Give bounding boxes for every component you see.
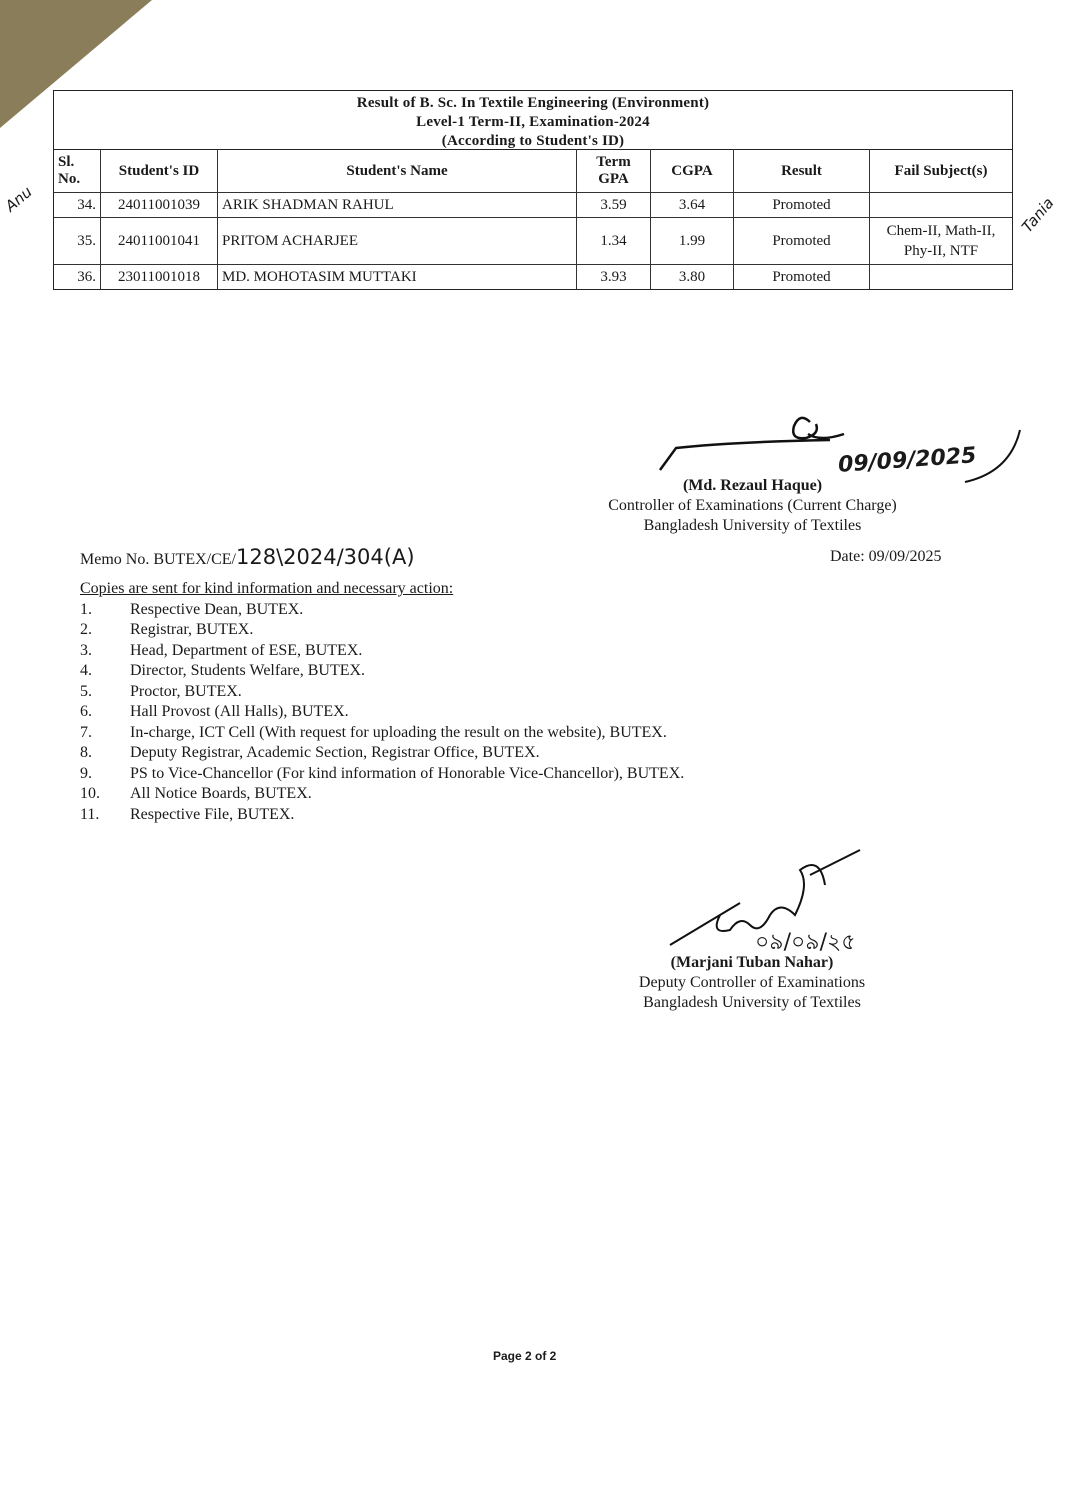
signatory-name: (Marjani Tuban Nahar)	[670, 954, 834, 971]
signatory-controller	[585, 476, 920, 536]
list-item	[80, 702, 684, 723]
table-row	[54, 193, 1012, 218]
result-table-container	[53, 90, 1013, 290]
table-row	[54, 265, 1012, 290]
list-item	[80, 641, 684, 662]
col-result: Result	[734, 150, 870, 193]
item-text: Head, Department of ESE, BUTEX.	[130, 641, 363, 659]
item-number: 4.	[80, 662, 92, 679]
title-line-1: Result of B. Sc. In Textile Engineering (Environment)	[356, 95, 710, 111]
table-header-row	[54, 150, 1012, 193]
cell-name: ARIK SHADMAN RAHUL	[218, 193, 577, 218]
copies-list	[80, 600, 684, 826]
item-number: 8.	[80, 744, 92, 761]
copies-section	[80, 579, 684, 825]
signatory-name: (Md. Rezaul Haque)	[682, 477, 823, 494]
cell-sl: 35.	[54, 218, 101, 265]
col-sl-no: Sl. No.	[54, 150, 101, 193]
signature-handwritten-date-bn: ০৯/০৯/২৫	[755, 930, 856, 955]
cell-term-gpa: 3.59	[577, 193, 651, 218]
title-line-2: Level-1 Term-II, Examination-2024	[416, 114, 650, 130]
item-number: 7.	[80, 723, 92, 741]
page-number: Page 2 of 2	[493, 1349, 557, 1363]
item-number: 6.	[80, 703, 92, 720]
col-student-name: Student's Name	[218, 150, 577, 193]
cell-fail	[870, 193, 1013, 218]
signatory-title: Deputy Controller of Examinations	[638, 974, 866, 991]
item-number: 2.	[80, 621, 92, 638]
item-text: Respective Dean, BUTEX.	[130, 600, 304, 618]
cell-id: 24011001041	[101, 218, 218, 265]
margin-initials-right: Tania	[1018, 194, 1058, 236]
col-student-id: Student's ID	[101, 150, 218, 193]
cell-term-gpa: 1.34	[577, 218, 651, 265]
signatory-title: Controller of Examinations (Current Charge)	[608, 497, 897, 514]
cell-sl: 36.	[54, 265, 101, 290]
cell-fail: Chem-II, Math-II, Phy-II, NTF	[870, 218, 1013, 265]
item-number: 11.	[80, 805, 100, 823]
item-text: Deputy Registrar, Academic Section, Registrar Office, BUTEX.	[130, 744, 540, 761]
item-text: Director, Students Welfare, BUTEX.	[130, 662, 366, 679]
col-fail-subjects: Fail Subject(s)	[870, 150, 1013, 193]
signatory-org: Bangladesh University of Textiles	[643, 517, 862, 534]
item-text: Proctor, BUTEX.	[130, 682, 242, 700]
item-text: In-charge, ICT Cell (With request for uploading the result on the website), BUTEX.	[130, 723, 667, 741]
signature-handwritten-date: 09/09/2025	[837, 443, 978, 478]
list-item	[80, 805, 684, 826]
result-table	[54, 149, 1012, 289]
item-number: 9.	[80, 764, 92, 782]
item-number: 5.	[80, 682, 92, 700]
cell-fail	[870, 265, 1013, 290]
cell-result: Promoted	[734, 218, 870, 265]
col-cgpa: CGPA	[651, 150, 734, 193]
signatory-org: Bangladesh University of Textiles	[643, 994, 861, 1011]
cell-cgpa: 1.99	[651, 218, 734, 265]
cell-name: PRITOM ACHARJEE	[218, 218, 577, 265]
list-item	[80, 661, 684, 682]
item-text: Hall Provost (All Halls), BUTEX.	[130, 703, 349, 720]
cell-id: 24011001039	[101, 193, 218, 218]
item-text: All Notice Boards, BUTEX.	[130, 785, 312, 802]
item-number: 3.	[80, 641, 92, 659]
signatory-deputy-controller	[612, 953, 892, 1013]
item-number: 1.	[80, 600, 92, 618]
item-text: PS to Vice-Chancellor (For kind information of Honorable Vice-Chancellor), BUTEX.	[130, 764, 685, 782]
list-item	[80, 723, 684, 744]
memo-number	[80, 545, 415, 569]
list-item	[80, 600, 684, 621]
memo-prefix: Memo No. BUTEX/CE/	[80, 551, 236, 568]
cell-cgpa: 3.80	[651, 265, 734, 290]
col-term-gpa: Term GPA	[577, 150, 651, 193]
list-item	[80, 764, 684, 785]
margin-initials-left: Anu	[1, 182, 36, 216]
cell-id: 23011001018	[101, 265, 218, 290]
document-date: Date: 09/09/2025	[830, 548, 942, 565]
item-text: Registrar, BUTEX.	[130, 621, 254, 638]
memo-handwritten-number: 128\2024/304(A)	[236, 545, 415, 569]
copies-heading: Copies are sent for kind information and necessary action:	[80, 580, 454, 597]
item-text: Respective File, BUTEX.	[130, 805, 295, 823]
item-number: 10.	[80, 785, 100, 802]
cell-term-gpa: 3.93	[577, 265, 651, 290]
cell-name: MD. MOHOTASIM MUTTAKI	[218, 265, 577, 290]
cell-cgpa: 3.64	[651, 193, 734, 218]
title-line-3: (According to Student's ID)	[441, 133, 625, 149]
table-row	[54, 218, 1012, 265]
cell-result: Promoted	[734, 265, 870, 290]
list-item	[80, 743, 684, 764]
cell-sl: 34.	[54, 193, 101, 218]
list-item	[80, 784, 684, 805]
list-item	[80, 620, 684, 641]
list-item	[80, 682, 684, 703]
result-title	[54, 91, 1012, 149]
cell-result: Promoted	[734, 193, 870, 218]
